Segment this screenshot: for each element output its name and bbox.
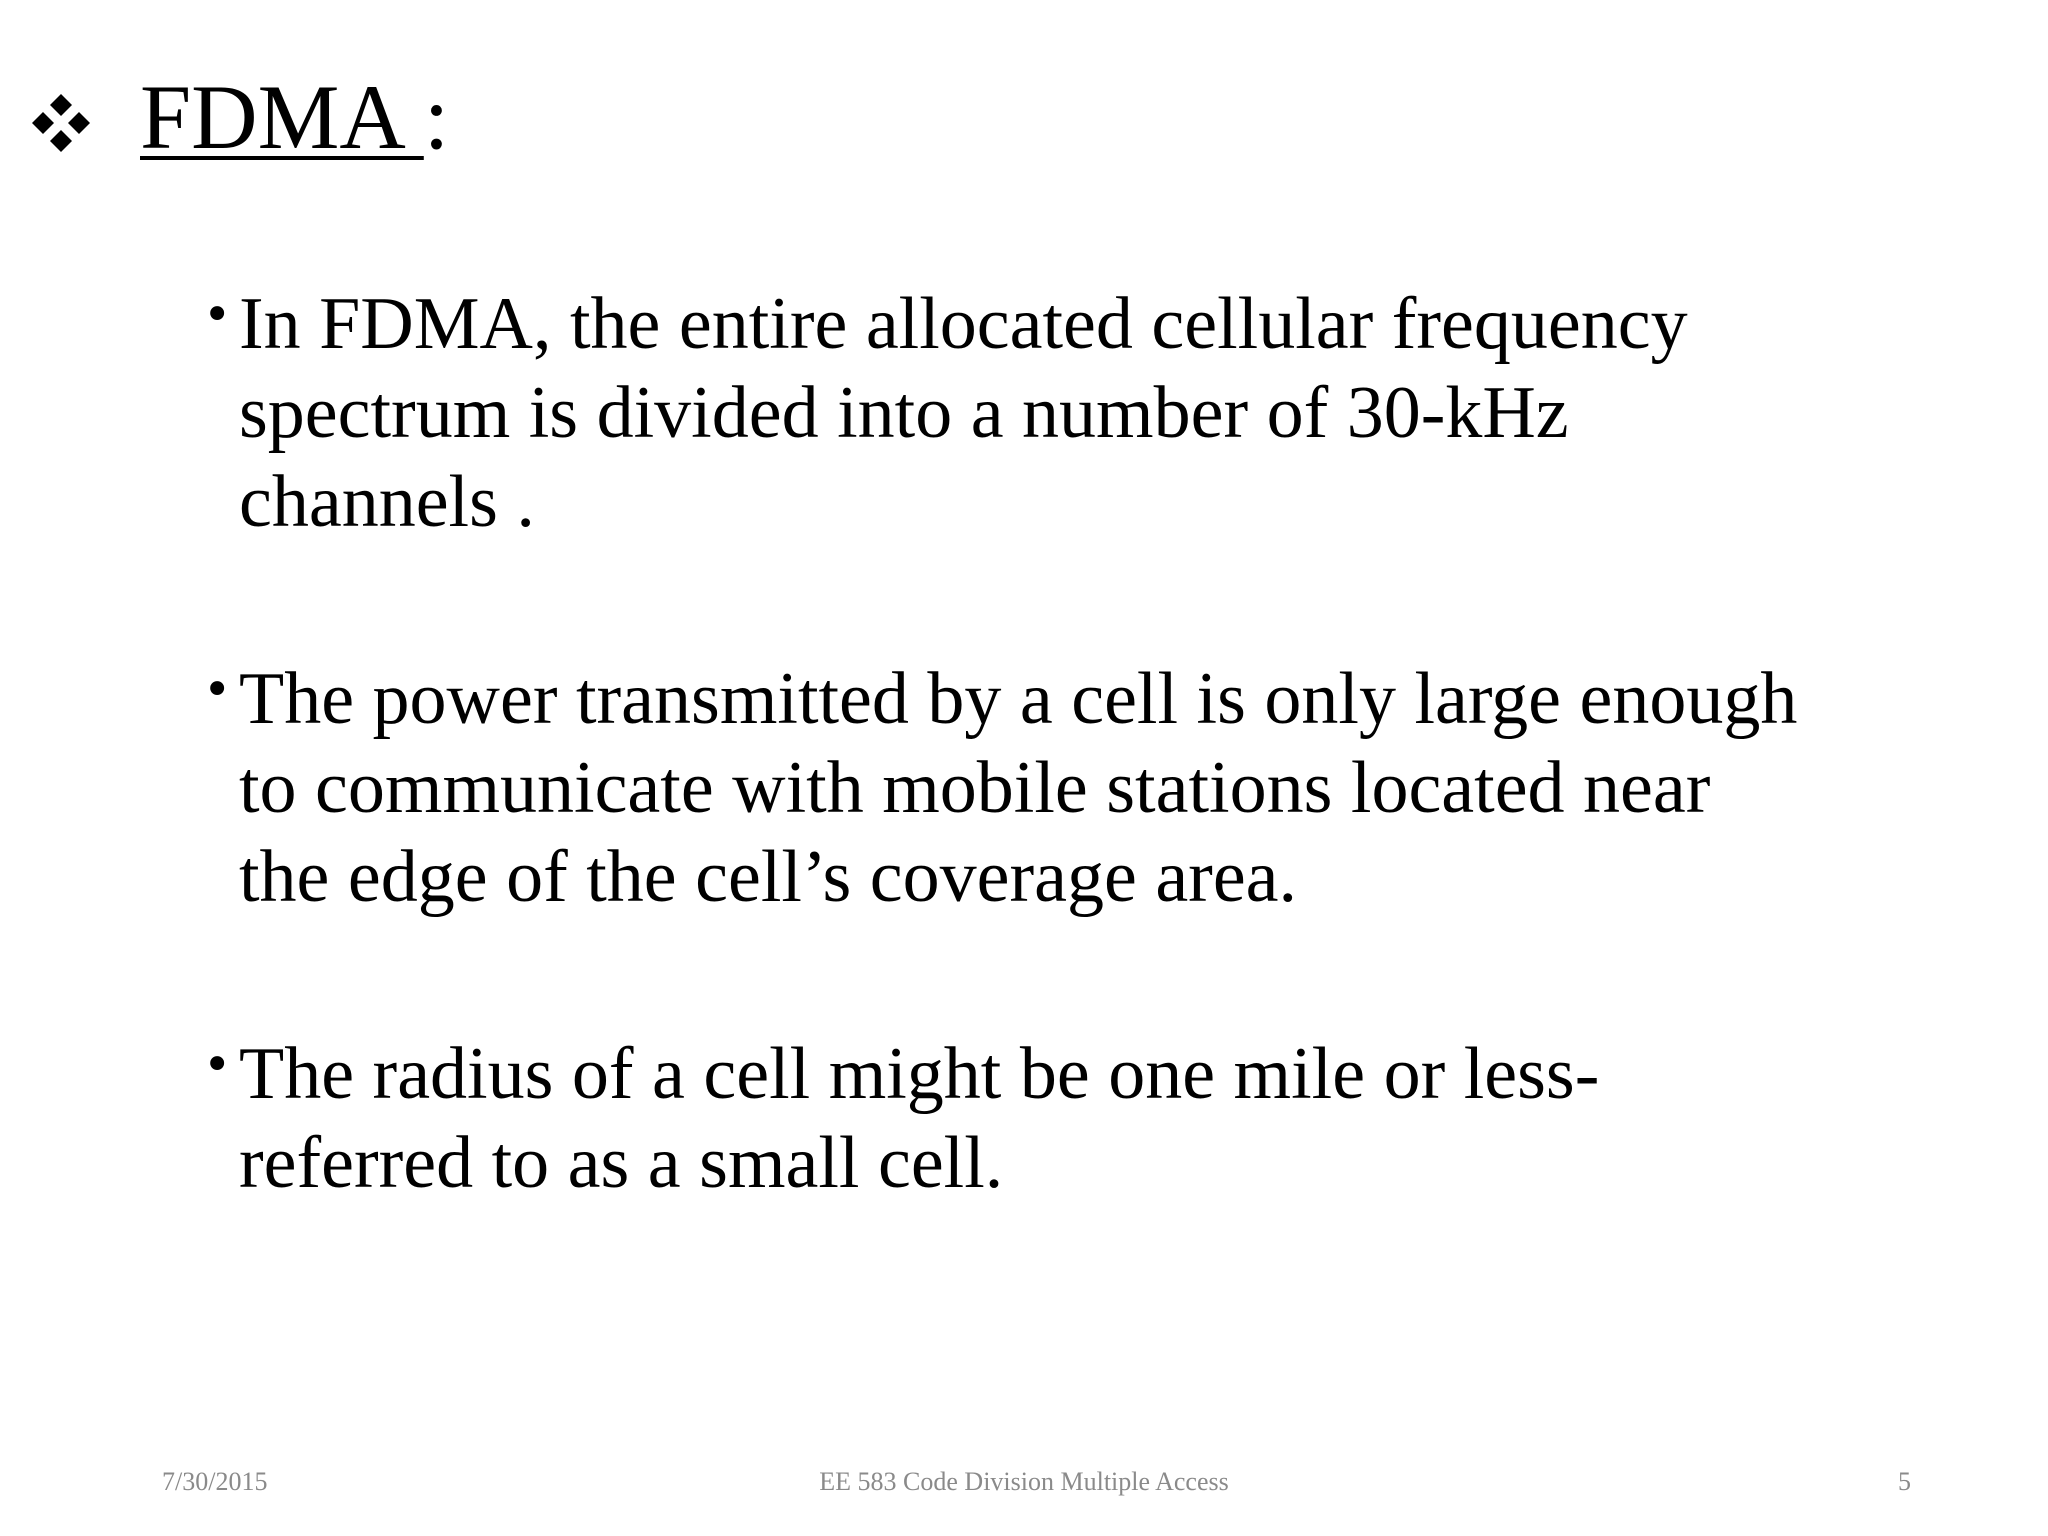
bullet-list (203, 280, 1823, 1316)
footer-date: 7/30/2015 (162, 1467, 268, 1496)
bullet-item-3 (203, 1030, 1823, 1208)
slide-title (140, 62, 449, 172)
bullet-marker: • (203, 287, 232, 343)
bullet-marker: • (203, 1037, 232, 1093)
bullet-text-3: The radius of a cell might be one mile or less- referred to as a small cell. (239, 1033, 1600, 1204)
bullet-text-1: In FDMA, the entire allocated cellular frequency spectrum is divided into a number of 30-kHz channels . (239, 283, 1688, 543)
slide-title-suffix: : (423, 66, 450, 168)
bullet-item-2 (203, 655, 1823, 922)
slide-title-main: FDMA (140, 66, 424, 168)
diamond-cluster-bullet-icon (28, 90, 94, 156)
bullet-item-1 (203, 280, 1823, 547)
bullet-text-2: The power transmitted by a cell is only large enough to communicate with mobile stations located near the edge of the cell’s coverage area. (239, 658, 1798, 918)
footer-title: EE 583 Code Division Multiple Access (819, 1467, 1229, 1496)
title-row (28, 62, 449, 172)
footer-page-number: 5 (1898, 1467, 1911, 1496)
bullet-marker: • (203, 662, 232, 718)
